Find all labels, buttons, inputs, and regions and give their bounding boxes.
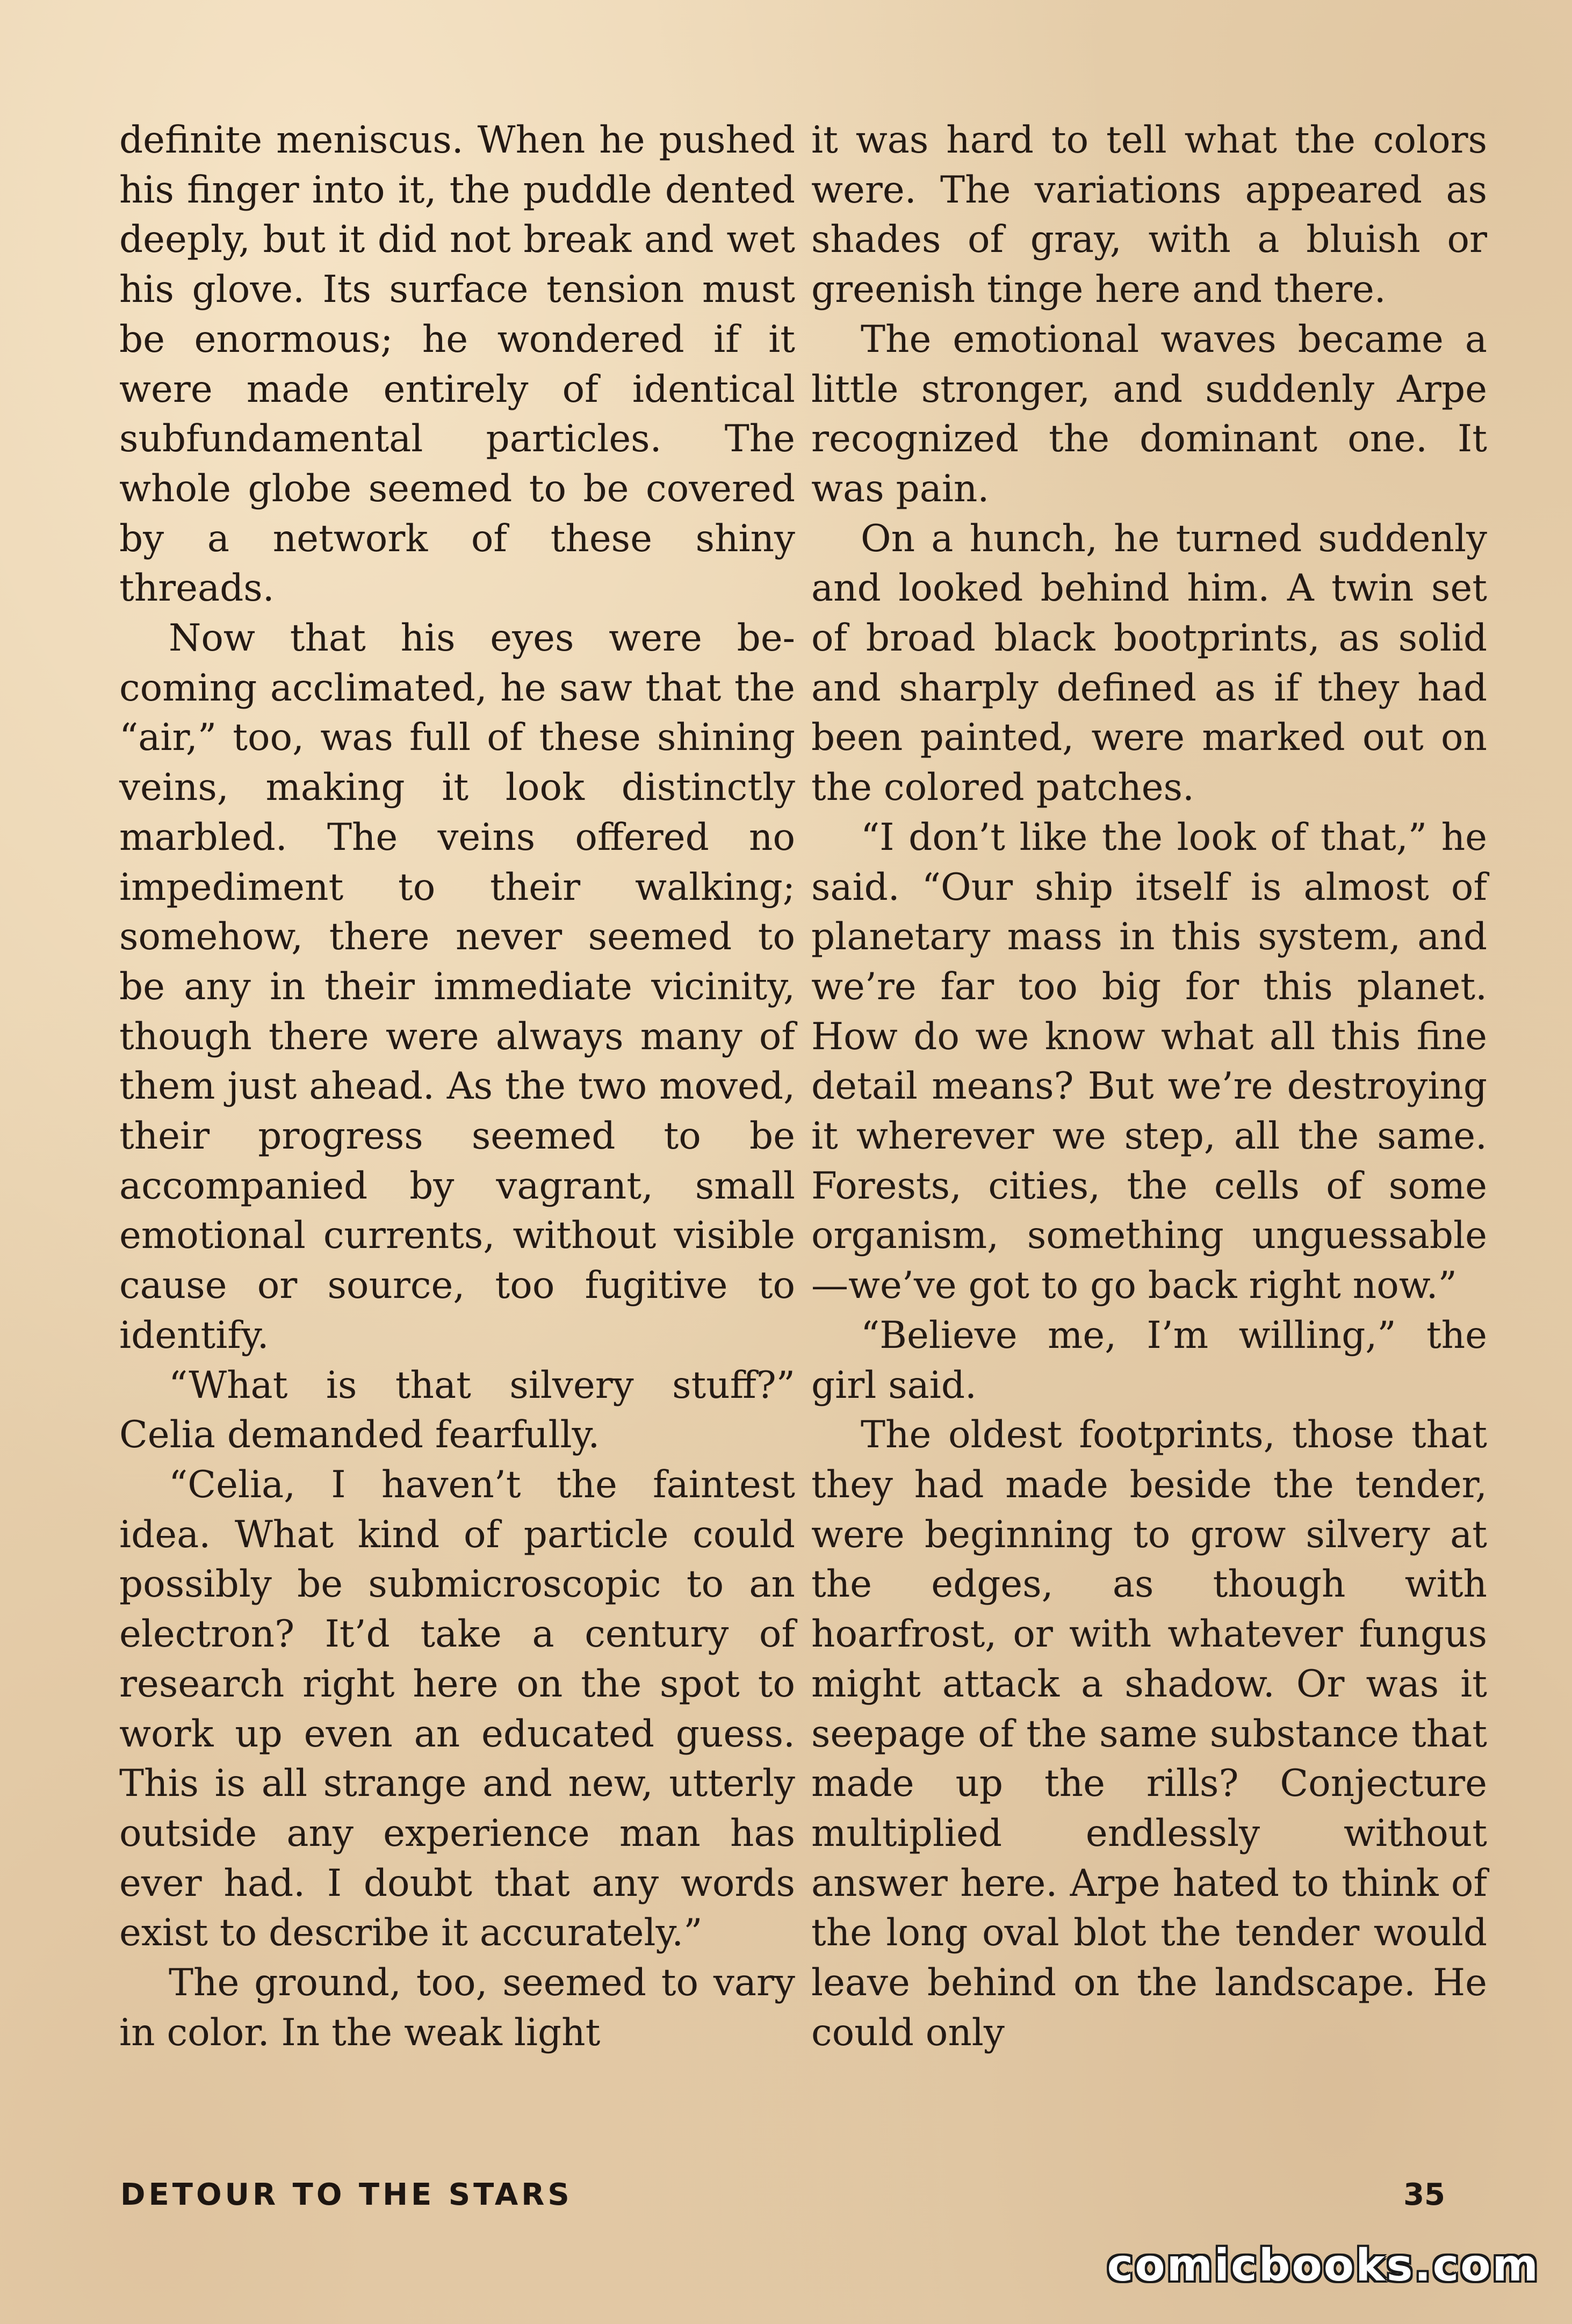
right-text-column	[811, 116, 1487, 2058]
paragraph: “What is that silvery stuff?” Celia demanded fearfully.	[119, 1363, 795, 1457]
paragraph: The ground, too, seemed to vary in color. In the weak light	[119, 1961, 795, 2054]
left-text-column	[119, 116, 795, 2058]
paragraph: “Celia, I haven’t the faintest idea. What kind of particle could possibly be submicroscopic to an electron? It’d take a century of research right here on the spot to work up even an educated guess. This is all strange and new, utterly outside any experience man has ever had. I doubt that any words exist to describe it accurately.”	[119, 1463, 795, 1955]
paragraph: The oldest footprints, those that they had made beside the tender, were beginning to grow silvery at the edges, as though with hoarfrost, or with whatever fungus might attack a shadow. Or was it seepage of the same substance that made up the rills? Conjecture multiplied endlessly without answer here. Arpe hated to think of the long oval blot the tender would leave behind on the landscape. He could only	[811, 1413, 1487, 2054]
page-number: 35	[1403, 2177, 1445, 2212]
paragraph: “I don’t like the look of that,” he said. “Our ship itself is almost of planetary mass in this system, and we’re far too big for this planet. How do we know what all this fine detail means? But we’re destroying it wherever we step, all the same. Forests, cities, the cells of some organism, something unguessable—we’ve got to go back right now.”	[811, 815, 1487, 1308]
watermark: comicbooks.com	[1107, 2240, 1540, 2291]
paragraph: “Believe me, I’m willing,” the girl said.	[811, 1313, 1487, 1407]
paragraph: definite meniscus. When he pushed his finger into it, the puddle dented deeply, but it did not break and wet his glove. Its surface tension must be enormous; he wondered if it were made entirely of identical subfundamental particles. The whole globe seemed to be covered by a network of these shiny threads.	[119, 119, 795, 610]
running-footer-title: DETOUR TO THE STARS	[120, 2177, 573, 2212]
paragraph: it was hard to tell what the colors were. The variations appeared as shades of gray, with a bluish or greenish tinge here and there.	[811, 119, 1487, 312]
paragraph: Now that his eyes were becoming acclimated, he saw that the “air,” too, was full of these shining veins, making it look distinctly marbled. The veins offered no impediment to their walking; somehow, there never seemed to be any in their immediate vicinity, though there were always many of them just ahead. As the two moved, their progress seemed to be accompanied by vagrant, small emotional currents, without visible cause or source, too fugitive to identify.	[119, 617, 795, 1357]
paragraph: The emotional waves became a little stronger, and suddenly Arpe recognized the dominant one. It was pain.	[811, 317, 1487, 510]
paragraph: On a hunch, he turned suddenly and looked behind him. A twin set of broad black bootprints, as solid and sharply defined as if they had been painted, were marked out on the colored patches.	[811, 517, 1487, 810]
